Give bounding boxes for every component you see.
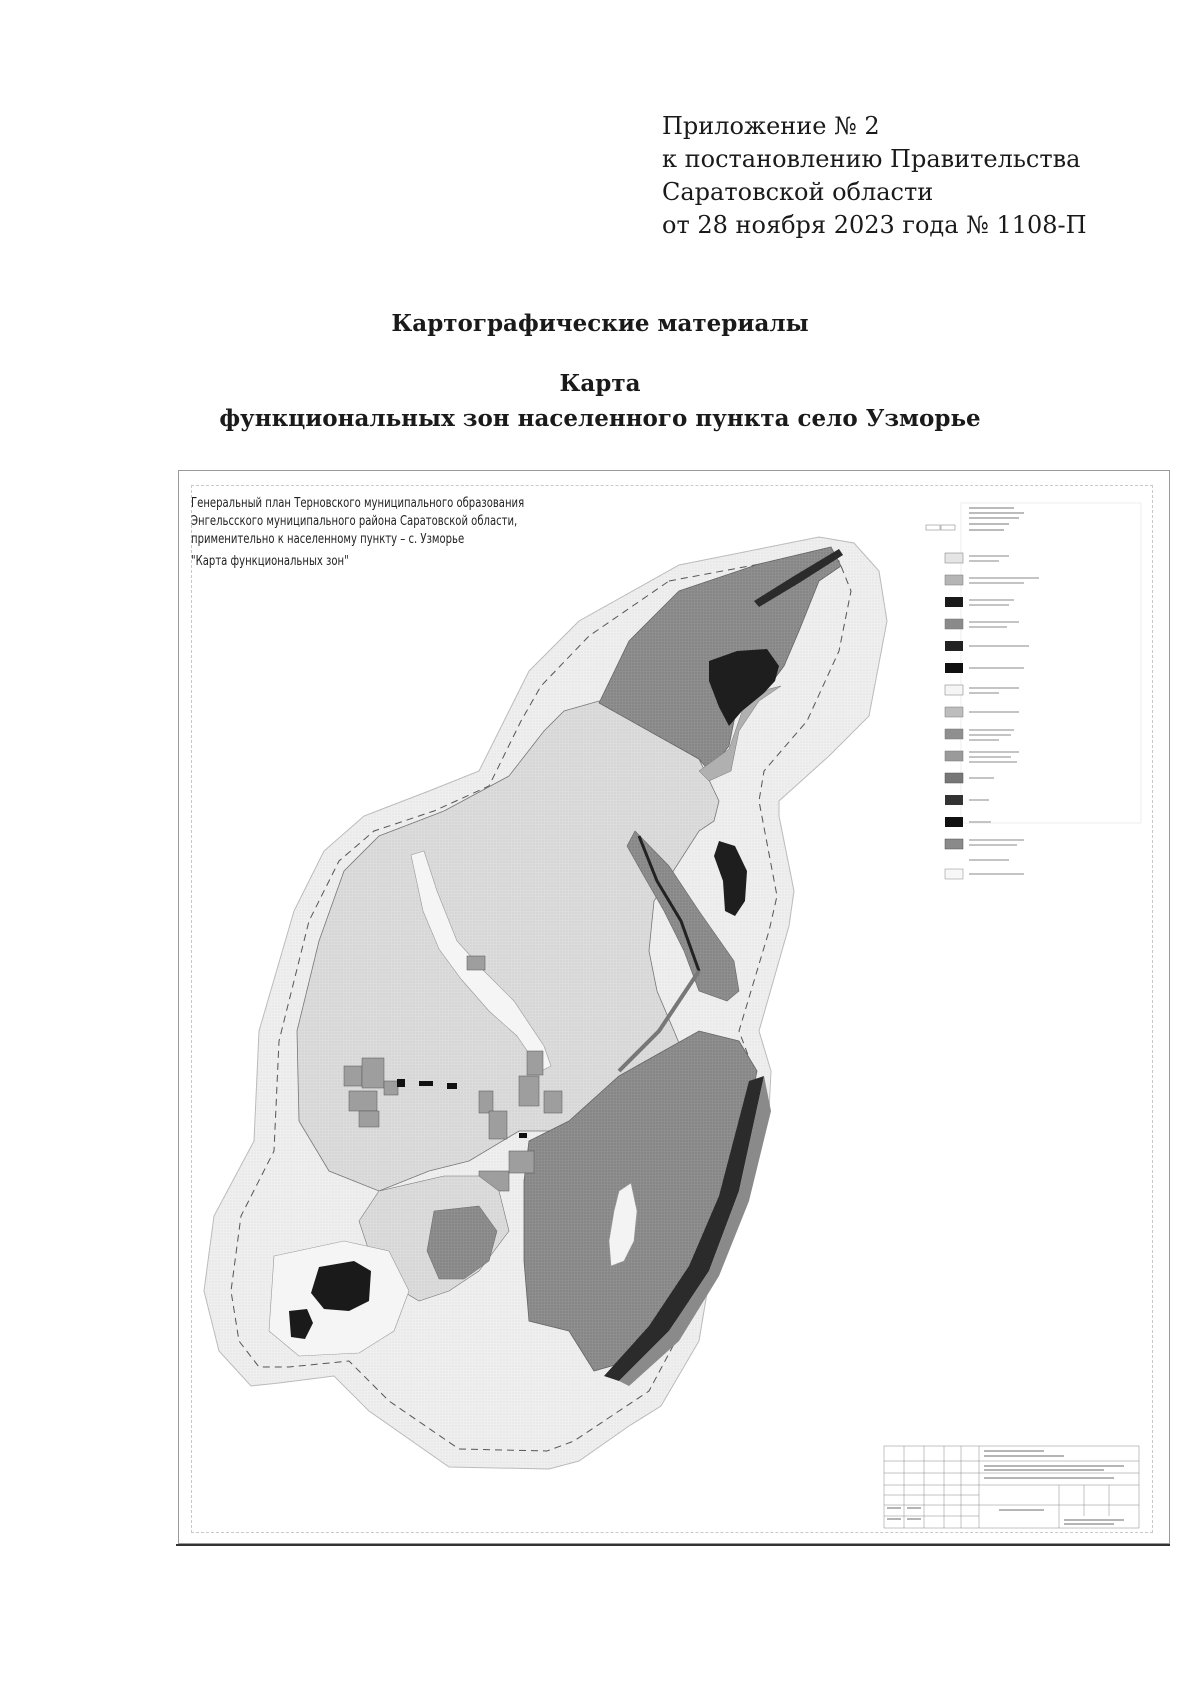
map-description-line2: Энгельсского муниципального района Саратовской области, (191, 514, 518, 529)
map-description-line3: применительно к населенному пункту – с. Узморье (191, 532, 465, 547)
appendix-date: от 28 ноября 2023 года № 1108-П (662, 211, 1087, 239)
map-legend (926, 503, 1141, 879)
map-drawing (179, 471, 1169, 1543)
map-sheet (178, 470, 1170, 1544)
map-title-line2: функциональных зон населенного пункта село Узморье (219, 405, 981, 432)
lake-southwest (311, 1261, 371, 1311)
legend-label-lines (969, 555, 1039, 875)
map-title-line1: Карта (559, 370, 641, 397)
map-description-line1: Генеральный план Терновского муниципального образования (191, 496, 525, 511)
map-description-line4: "Карта функциональных зон" (191, 554, 349, 569)
sheet-bottom-line (176, 1544, 1170, 1546)
legend-header-lines (969, 507, 1024, 531)
appendix-number: Приложение № 2 (662, 112, 880, 140)
appendix-region: Саратовской области (662, 178, 934, 206)
appendix-reference: к постановлению Правительства (662, 145, 1081, 173)
appendix-heading (662, 110, 1087, 242)
section-title: Картографические материалы (391, 310, 809, 337)
title-block (884, 1446, 1139, 1528)
map-description (191, 495, 524, 571)
